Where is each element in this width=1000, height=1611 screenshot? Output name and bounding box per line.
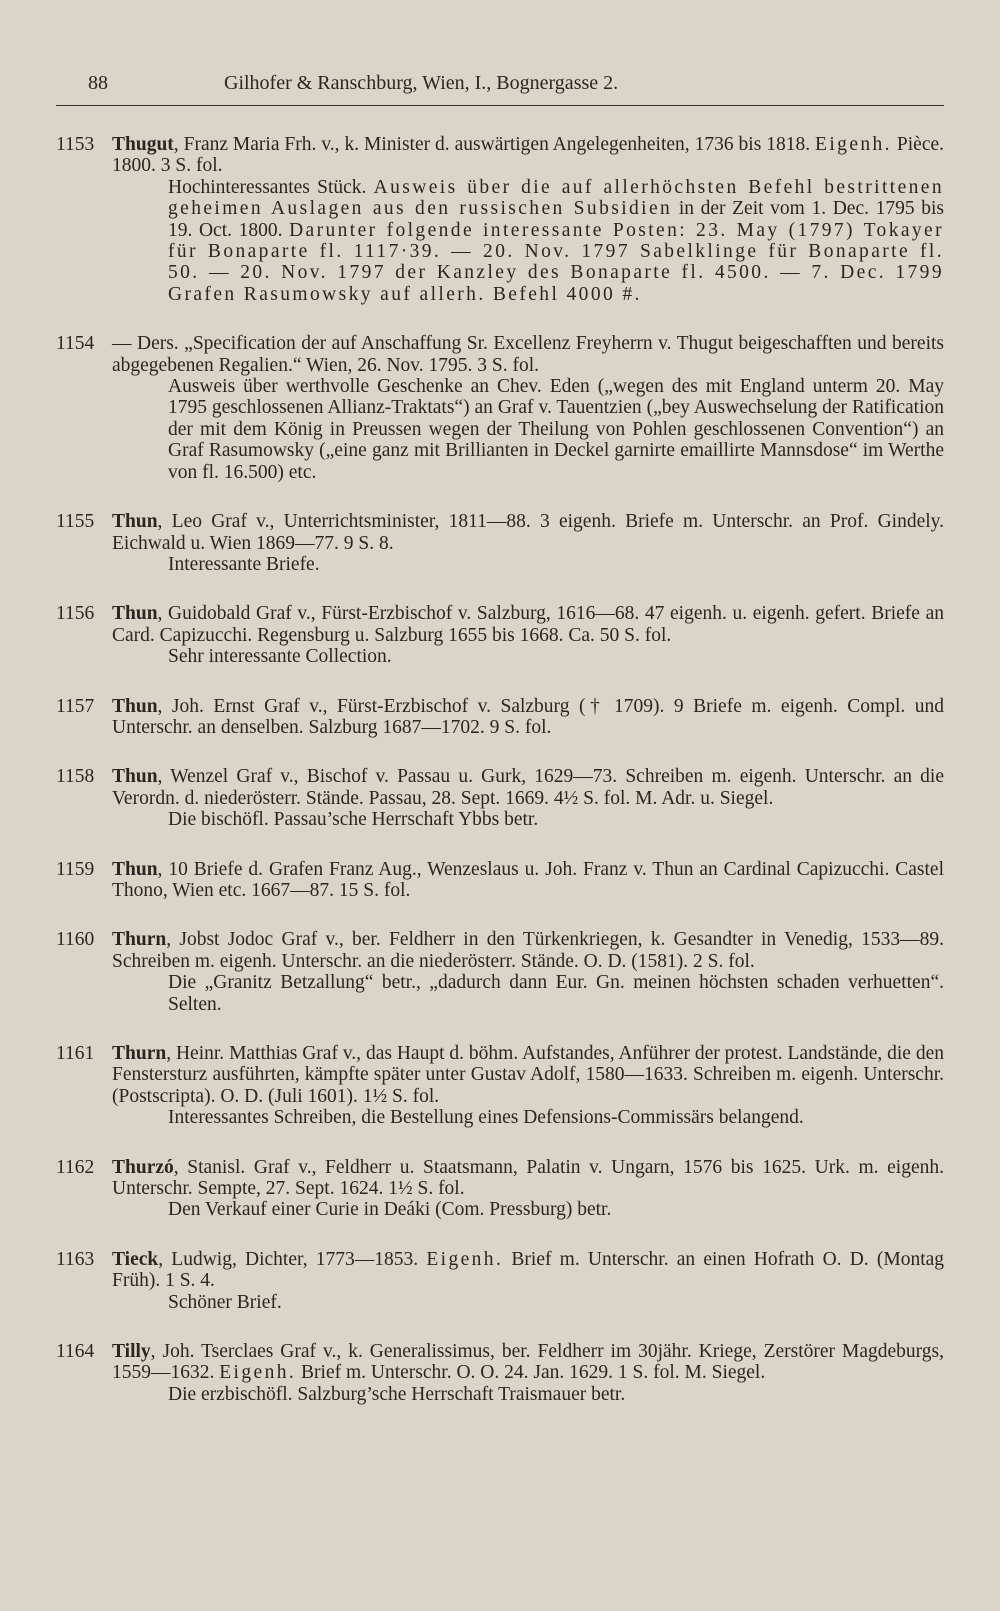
entry-text: , Leo Graf v., Unterrichtsminister, 1811—88. 3 eigenh. Briefe m. Unterschr. an Prof. Gindely. Eichwald u. Wien 1869—77. 9 S. 8.	[112, 511, 944, 554]
entry-number: 1161	[56, 1043, 95, 1064]
entry-note: Sehr interessante Collection.	[168, 646, 392, 668]
entry-text: , Ludwig, Dichter, 1773—1853.	[158, 1248, 419, 1270]
entry-number: 1160	[56, 929, 95, 951]
catalog-entry	[56, 1157, 944, 1221]
page-number: 88	[88, 72, 108, 94]
entry-name: Thurzó	[112, 1156, 174, 1178]
entry-number: 1159	[56, 858, 95, 880]
entry-spaced-text: Eigenh.	[219, 1362, 297, 1384]
entry-number: 1158	[56, 766, 95, 788]
catalog-entry	[56, 603, 944, 667]
note-lead: Hochinteressantes Stück.	[168, 176, 367, 198]
entry-number: 1153	[56, 134, 95, 155]
entry-text: , Stanisl. Graf v., Feldherr u. Staatsmann, Palatin v. Ungarn, 1576 bis 1625. Urk. m. eigenh. Unterschr. Sempte, 27. Sept. 1624. 1½ S. fol.	[112, 1156, 944, 1200]
entry-note: Die erzbischöfl. Salzburg’sche Herrschaft Traismauer betr.	[168, 1383, 626, 1405]
catalog-entry	[56, 1043, 944, 1129]
catalog-entry	[56, 766, 944, 830]
catalog-entry	[56, 333, 944, 483]
catalog-entry	[56, 1249, 944, 1313]
entry-text: , Heinr. Matthias Graf v., das Haupt d. böhm. Aufstandes, Anführer der protest. Landstände, die den Fenstersturz ausführten, kämpfte später unter Gustav Adolf, 1580—1633. Schreiben m. eigenh. Unterschr. (Postscripta). O. D. (Juli 1601). 1½ S. fol.	[112, 1043, 944, 1107]
entry-name: Thurn	[112, 929, 167, 951]
catalog-entry	[56, 1341, 944, 1405]
catalog-entry	[56, 929, 944, 1015]
entry-name: Thun	[112, 695, 158, 717]
entry-text: , Guidobald Graf v., Fürst-Erzbischof v. Salzburg, 1616—68. 47 eigenh. u. eigenh. gefert. Briefe an Card. Capizucchi. Regensburg u. Salzburg 1655 bis 1668. Ca. 50 S. fol.	[112, 603, 944, 646]
entry-text: , Jobst Jodoc Graf v., ber. Feldherr in den Türkenkriegen, k. Gesandter in Venedig, 1533—89. Schreiben m. eigenh. Unterschr. an die niederösterr. Stände. O. D. (1581). 2 S. fol.	[112, 929, 944, 972]
entry-text-continued: Brief m. Unterschr. an einen Hofrath O. D. (Montag Früh). 1 S. 4.	[112, 1248, 945, 1292]
entry-note	[112, 177, 944, 305]
catalog-entry	[56, 859, 944, 902]
entry-note: Die bischöfl. Passau’sche Herrschaft Ybbs betr.	[168, 809, 539, 831]
catalog-entry	[56, 134, 944, 305]
entry-number: 1155	[56, 511, 95, 533]
publisher-line: Gilhofer & Ranschburg, Wien, I., Bognergasse 2.	[224, 72, 619, 94]
entry-number: 1157	[56, 695, 95, 717]
entry-name: Thurn	[112, 1043, 167, 1064]
note-spaced-text-2: Darunter folgende interessante Posten: 23. May (1797) Tokayer für Bonaparte fl. 1117·39. — 20. Nov. 1797 Sabelklinge für Bonaparte fl. 50. — 20. Nov. 1797 der Kanzley des Bonaparte fl. 4500. — 7. Dec. 1799 Grafen Rasumowsky auf allerh. Befehl 4000 #.	[168, 219, 945, 305]
entry-text: , 10 Briefe d. Grafen Franz Aug., Wenzeslaus u. Joh. Franz v. Thun an Cardinal Capizucchi. Castel Thono, Wien etc. 1667—87. 15 S. fol.	[112, 858, 944, 901]
entry-number: 1163	[56, 1248, 95, 1270]
note-middle: in der Zeit vom 1. Dec. 1795 bis 19. Oct. 1800.	[168, 198, 944, 241]
entry-name: Thun	[112, 766, 158, 788]
entry-text: , Joh. Tserclaes Graf v., k. Generalissimus, ber. Feldherr im 30jähr. Kriege, Zerstörer Magdeburgs, 1559—1632.	[112, 1341, 944, 1384]
entry-text: , Wenzel Graf v., Bischof v. Passau u. Gurk, 1629—73. Schreiben m. eigenh. Unterschr. an die Verordn. d. niederösterr. Stände. Passau, 28. Sept. 1669. 4½ S. fol. M. Adr. u. Siegel.	[112, 766, 944, 809]
entry-spaced-text: Eigenh.	[815, 134, 892, 155]
entry-text-continued: Pièce. 1800. 3 S. fol.	[112, 134, 945, 177]
note-spaced-text: Ausweis über die auf allerhöchsten Befehl bestrittenen geheimen Auslagen aus den russischen Subsidien	[168, 176, 944, 220]
catalog-entry	[56, 696, 944, 739]
entry-name: Thun	[112, 858, 158, 880]
entry-note: Die „Granitz Betzallung“ betr., „dadurch dann Eur. Gn. meinen höchsten schaden verhuetten“. Selten.	[168, 972, 944, 1015]
entry-text: , Franz Maria Frh. v., k. Minister d. auswärtigen Angelegenheiten, 1736 bis 1818.	[173, 134, 811, 155]
entry-name: Thun	[112, 603, 158, 625]
entry-number: 1154	[56, 333, 95, 355]
entry-text: , Joh. Ernst Graf v., Fürst-Erzbischof v. Salzburg († 1709). 9 Briefe m. eigenh. Compl. und Unterschr. an denselben. Salzburg 1687—1702. 9 S. fol.	[112, 695, 944, 738]
entry-name: Thun	[112, 511, 158, 533]
entry-number: 1164	[56, 1341, 95, 1363]
page-header	[56, 72, 944, 106]
entry-note: Interessante Briefe.	[168, 553, 320, 575]
entry-spaced-text: Eigenh.	[426, 1248, 504, 1270]
entry-note: Ausweis über werthvolle Geschenke an Chev. Eden („wegen des mit England unterm 20. May 1795 geschlossenen Allianz-Traktats“) an Graf v. Tauentzien („bey Auswechselung der Ratification der mit dem König in Preussen wegen der Theilung von Pohlen geschlossenen Convention“) an Graf Rasumowsky („eine ganz mit Brillianten in Deckel garnirte emaillirte Mannsdose“ im Werthe von fl. 16.500) etc.	[168, 376, 944, 483]
entry-text-continued: Brief m. Unterschr. O. O. 24. Jan. 1629. 1 S. fol. M. Siegel.	[296, 1362, 766, 1384]
entry-note: Schöner Brief.	[168, 1291, 282, 1313]
entry-note: Den Verkauf einer Curie in Deáki (Com. Pressburg) betr.	[168, 1199, 612, 1221]
entry-text: — Ders. „Specification der auf Anschaffung Sr. Excellenz Freyherrn v. Thugut beigeschafften und bereits abgegebenen Regalien.“ Wien, 26. Nov. 1795. 3 S. fol.	[112, 333, 944, 376]
entry-name: Tilly	[112, 1341, 151, 1363]
entry-number: 1162	[56, 1156, 95, 1178]
entry-note: Interessantes Schreiben, die Bestellung eines Defensions-Commissärs belangend.	[168, 1107, 804, 1129]
entry-name: Thugut	[112, 134, 174, 155]
catalog-entry	[56, 511, 944, 575]
entry-number: 1156	[56, 603, 95, 625]
entry-name: Tieck	[112, 1248, 159, 1270]
